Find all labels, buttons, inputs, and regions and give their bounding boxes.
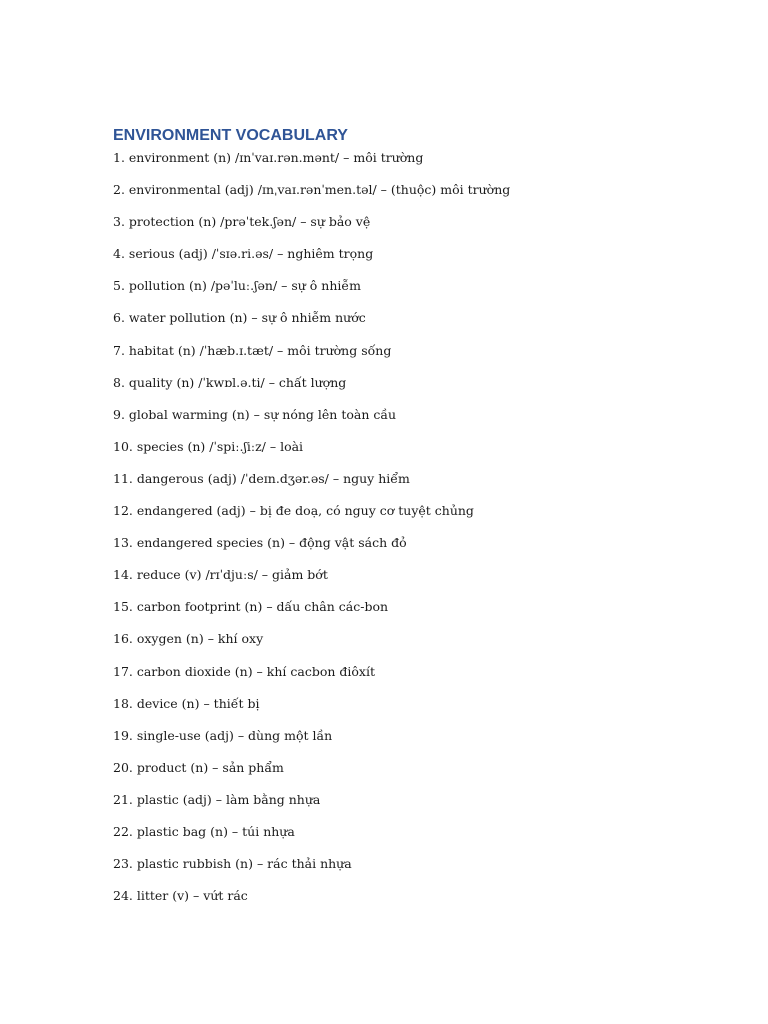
vocabulary-item: 11. dangerous (adj) /ˈdeɪn.dʒər.əs/ – nguy hiểm [113, 470, 410, 486]
vocabulary-item: 3. protection (n) /prəˈtek.ʃən/ – sự bảo vệ [113, 214, 371, 230]
vocabulary-item: 24. litter (v) – vứt rác [113, 888, 248, 904]
vocabulary-item: 21. plastic (adj) – làm bằng nhựa [113, 791, 321, 807]
vocabulary-item: 19. single-use (adj) – dùng một lần [113, 727, 333, 743]
vocabulary-item: 7. habitat (n) /ˈhæb.ɪ.tæt/ – môi trường sống [113, 342, 392, 358]
vocabulary-item: 14. reduce (v) /rɪˈdjuːs/ – giảm bớt [113, 567, 328, 583]
vocabulary-item: 13. endangered species (n) – động vật sách đỏ [113, 535, 407, 551]
vocabulary-item: 12. endangered (adj) – bị đe doạ, có nguy cơ tuyệt chủng [113, 503, 474, 519]
vocabulary-item: 1. environment (n) /ɪnˈvaɪ.rən.mənt/ – môi trường [113, 150, 424, 165]
vocabulary-item: 10. species (n) /ˈspiː.ʃiːz/ – loài [113, 438, 304, 454]
vocabulary-item: 20. product (n) – sản phẩm [113, 759, 284, 775]
vocabulary-item: 9. global warming (n) – sự nóng lên toàn cầu [113, 406, 397, 422]
vocabulary-item: 15. carbon footprint (n) – dấu chân các-bon [113, 599, 389, 615]
vocabulary-item: 22. plastic bag (n) – túi nhựa [113, 823, 295, 839]
document-title: ENVIRONMENT VOCABULARY [113, 127, 348, 144]
document-page [113, 124, 733, 918]
vocabulary-item: 5. pollution (n) /pəˈluː.ʃən/ – sự ô nhiễm [113, 278, 361, 294]
vocabulary-item: 4. serious (adj) /ˈsɪə.ri.əs/ – nghiêm trọng [113, 246, 374, 262]
vocabulary-item: 23. plastic rubbish (n) – rác thải nhựa [113, 856, 352, 872]
vocabulary-item: 2. environmental (adj) /ɪnˌvaɪ.rənˈmen.təl/ – (thuộc) môi trường [113, 182, 511, 198]
vocabulary-list [113, 148, 733, 918]
vocabulary-item: 8. quality (n) /ˈkwɒl.ə.ti/ – chất lượng [113, 374, 347, 390]
vocabulary-item: 6. water pollution (n) – sự ô nhiễm nước [113, 310, 366, 326]
vocabulary-item: 18. device (n) – thiết bị [113, 695, 260, 711]
vocabulary-item: 16. oxygen (n) – khí oxy [113, 631, 264, 647]
vocabulary-item: 17. carbon dioxide (n) – khí cacbon điôxít [113, 663, 375, 679]
